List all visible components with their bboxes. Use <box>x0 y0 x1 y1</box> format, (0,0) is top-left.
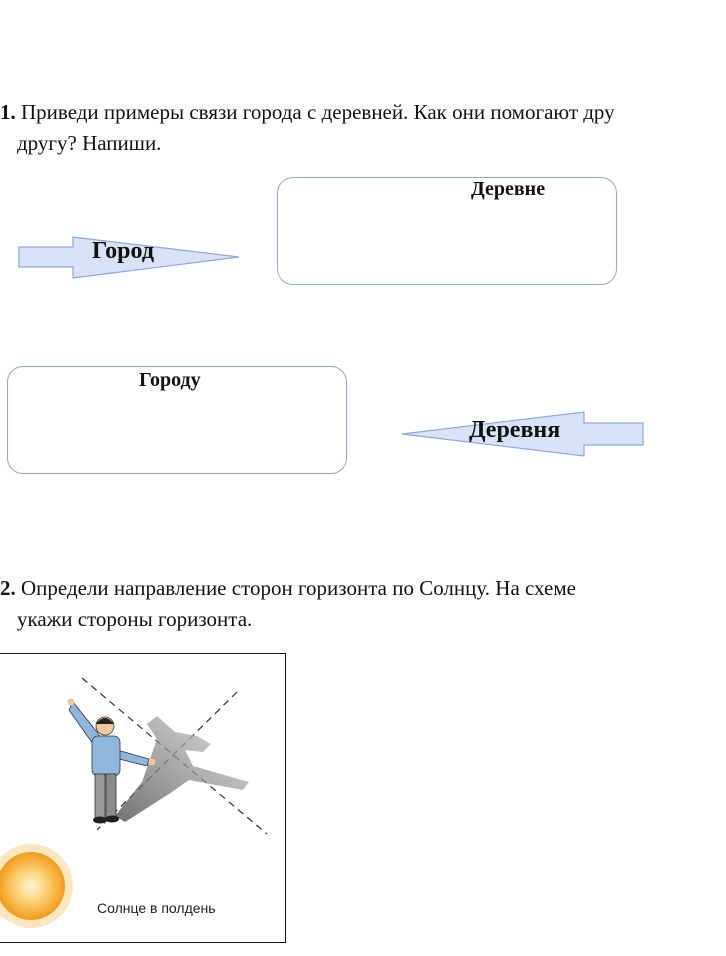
sun-icon <box>0 844 73 928</box>
task-2-text-line-1: Определи направление сторон горизонта по Солнцу. На схеме <box>21 576 576 600</box>
scheme-illustration <box>0 654 285 942</box>
box-city-title: Городу <box>139 369 201 391</box>
box-village-title: Деревне <box>471 178 546 200</box>
task-number: 1. <box>0 100 16 124</box>
task-2-text-line-2: укажи стороны горизонта. <box>17 607 253 631</box>
arrow-city-label: Город <box>92 238 154 264</box>
arrow-village-label: Деревня <box>469 417 561 443</box>
horizon-scheme <box>0 653 286 943</box>
task-2-question <box>0 573 576 635</box>
task-1-text-line-1: Приведи примеры связи города с деревней. Как они помогают дру <box>21 100 615 124</box>
answer-box-village[interactable] <box>277 177 617 285</box>
scheme-caption: Солнце в полдень <box>97 900 216 916</box>
person-shadow <box>115 716 249 822</box>
task-number: 2. <box>0 576 16 600</box>
task-1-text-line-2: другу? Напиши. <box>17 131 162 155</box>
task-1-question <box>0 97 615 159</box>
